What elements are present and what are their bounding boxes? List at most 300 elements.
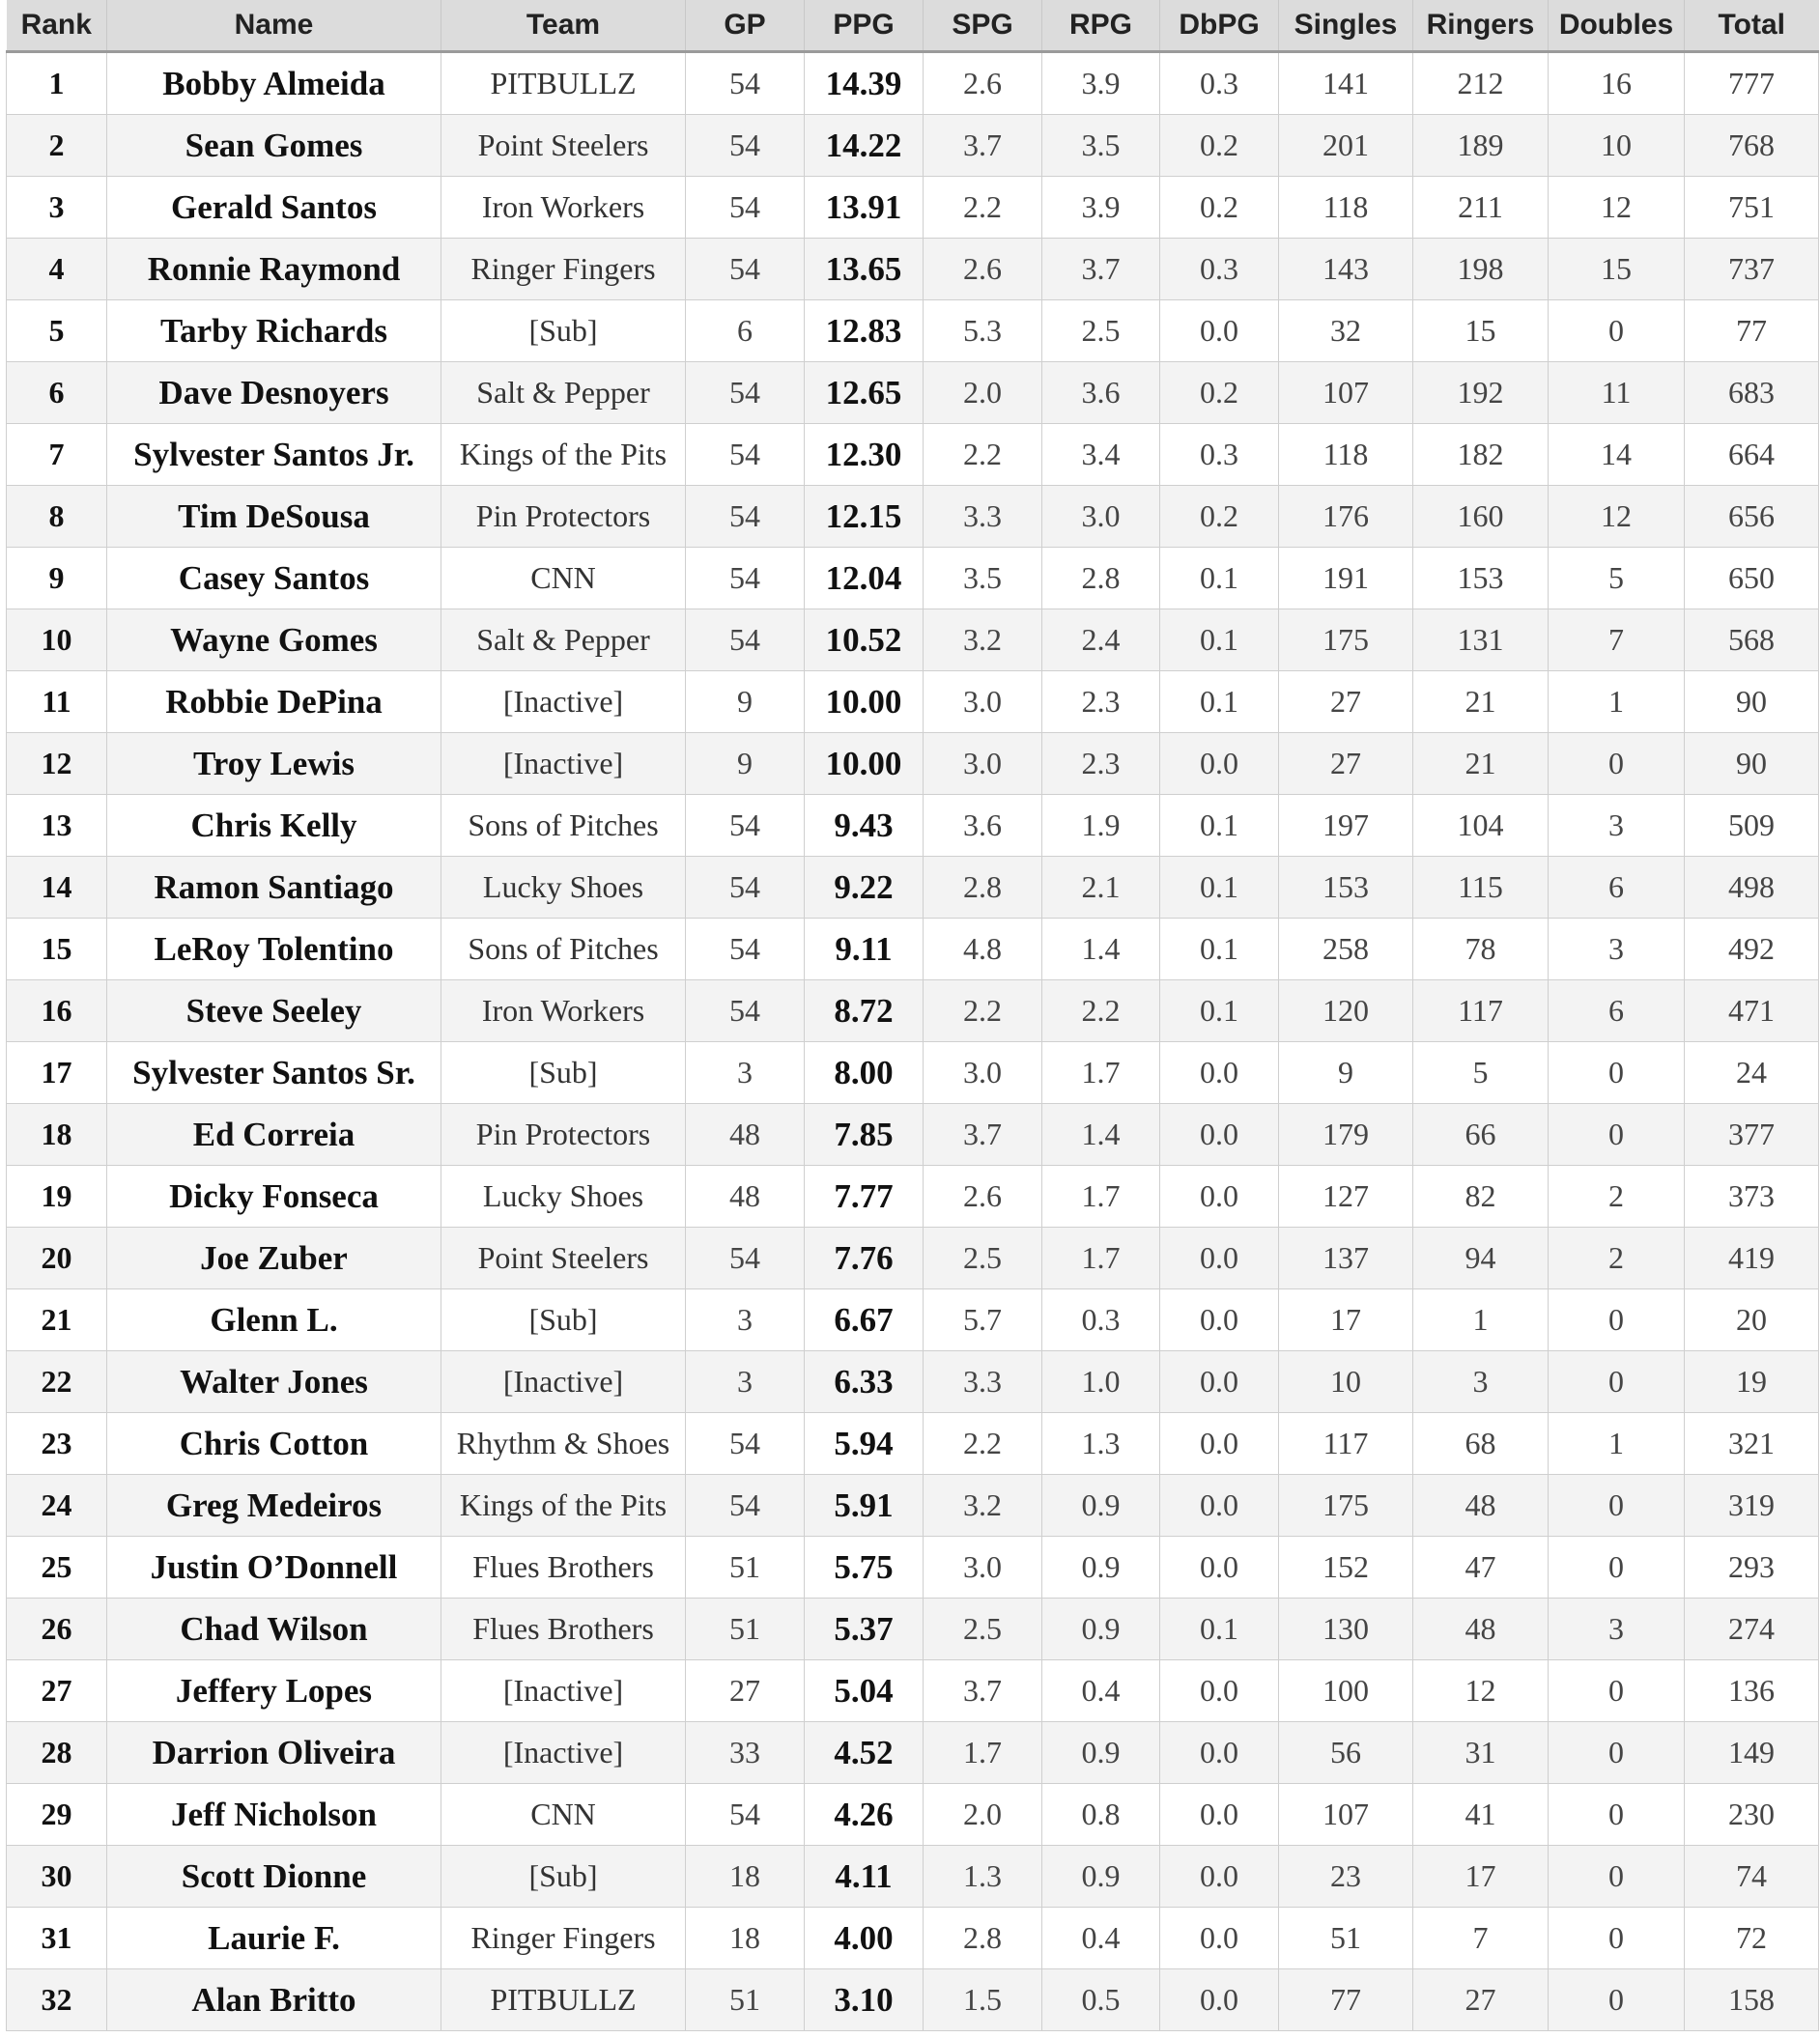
total-cell: 274: [1685, 1599, 1819, 1660]
singles-cell: 258: [1279, 919, 1413, 980]
ringers-per-game-cell: 3.7: [1042, 239, 1160, 300]
singles-cell: 118: [1279, 177, 1413, 239]
points-per-game-cell: 5.91: [805, 1475, 924, 1537]
points-per-game-cell: 12.15: [805, 486, 924, 548]
points-per-game-cell: 4.52: [805, 1722, 924, 1784]
doubles-cell: 12: [1549, 177, 1685, 239]
player-name-cell: Darrion Oliveira: [107, 1722, 441, 1784]
games-played-cell: 51: [686, 1599, 805, 1660]
doubles-cell: 12: [1549, 486, 1685, 548]
team-cell: Sons of Pitches: [441, 919, 686, 980]
table-row[interactable]: [7, 1537, 1819, 1599]
points-per-game-cell: 7.85: [805, 1104, 924, 1166]
ringers-cell: 153: [1413, 548, 1549, 609]
singles-per-game-cell: 2.0: [924, 362, 1042, 424]
ringers-per-game-cell: 2.3: [1042, 733, 1160, 795]
doubles-per-game-cell: 0.2: [1160, 362, 1279, 424]
rank-cell: 20: [7, 1228, 107, 1289]
singles-cell: 130: [1279, 1599, 1413, 1660]
player-name-cell: Joe Zuber: [107, 1228, 441, 1289]
singles-per-game-cell: 2.5: [924, 1599, 1042, 1660]
singles-cell: 175: [1279, 1475, 1413, 1537]
doubles-per-game-cell: 0.0: [1160, 1042, 1279, 1104]
games-played-cell: 9: [686, 733, 805, 795]
doubles-cell: 0: [1549, 733, 1685, 795]
ringers-cell: 3: [1413, 1351, 1549, 1413]
points-per-game-cell: 4.26: [805, 1784, 924, 1846]
ringers-cell: 47: [1413, 1537, 1549, 1599]
table-row[interactable]: [7, 1722, 1819, 1784]
player-name-cell: Ed Correia: [107, 1104, 441, 1166]
doubles-cell: 6: [1549, 980, 1685, 1042]
singles-cell: 141: [1279, 52, 1413, 115]
doubles-per-game-cell: 0.0: [1160, 1660, 1279, 1722]
ringers-cell: 211: [1413, 177, 1549, 239]
table-row[interactable]: [7, 1908, 1819, 1969]
singles-per-game-cell: 3.7: [924, 1660, 1042, 1722]
games-played-cell: 3: [686, 1289, 805, 1351]
player-name-cell: Jeffery Lopes: [107, 1660, 441, 1722]
total-cell: 492: [1685, 919, 1819, 980]
games-played-cell: 54: [686, 1228, 805, 1289]
doubles-per-game-cell: 0.1: [1160, 548, 1279, 609]
total-cell: 768: [1685, 115, 1819, 177]
table-row[interactable]: [7, 177, 1819, 239]
doubles-cell: 16: [1549, 52, 1685, 115]
rank-cell: 29: [7, 1784, 107, 1846]
doubles-cell: 0: [1549, 1475, 1685, 1537]
singles-cell: 27: [1279, 733, 1413, 795]
team-cell: Point Steelers: [441, 1228, 686, 1289]
singles-cell: 153: [1279, 857, 1413, 919]
games-played-cell: 6: [686, 300, 805, 362]
points-per-game-cell: 5.75: [805, 1537, 924, 1599]
singles-per-game-cell: 2.2: [924, 177, 1042, 239]
table-row[interactable]: [7, 548, 1819, 609]
player-name-cell: Jeff Nicholson: [107, 1784, 441, 1846]
total-cell: 19: [1685, 1351, 1819, 1413]
points-per-game-cell: 6.33: [805, 1351, 924, 1413]
doubles-cell: 0: [1549, 1660, 1685, 1722]
doubles-per-game-cell: 0.0: [1160, 1166, 1279, 1228]
rank-cell: 9: [7, 548, 107, 609]
games-played-cell: 54: [686, 424, 805, 486]
ringers-per-game-cell: 1.7: [1042, 1228, 1160, 1289]
table-row[interactable]: [7, 980, 1819, 1042]
games-played-cell: 54: [686, 857, 805, 919]
column-header-name[interactable]: Name: [107, 0, 441, 52]
team-cell: Iron Workers: [441, 980, 686, 1042]
team-cell: Lucky Shoes: [441, 857, 686, 919]
column-header-team[interactable]: Team: [441, 0, 686, 52]
doubles-cell: 6: [1549, 857, 1685, 919]
games-played-cell: 54: [686, 239, 805, 300]
games-played-cell: 51: [686, 1969, 805, 2031]
ringers-per-game-cell: 3.9: [1042, 177, 1160, 239]
ringers-per-game-cell: 2.5: [1042, 300, 1160, 362]
team-cell: [Inactive]: [441, 671, 686, 733]
games-played-cell: 54: [686, 980, 805, 1042]
points-per-game-cell: 13.91: [805, 177, 924, 239]
doubles-cell: 1: [1549, 1413, 1685, 1475]
rank-cell: 10: [7, 609, 107, 671]
table-row[interactable]: [7, 1413, 1819, 1475]
singles-per-game-cell: 3.7: [924, 1104, 1042, 1166]
rank-cell: 14: [7, 857, 107, 919]
table-row[interactable]: [7, 795, 1819, 857]
singles-per-game-cell: 3.0: [924, 1042, 1042, 1104]
doubles-per-game-cell: 0.0: [1160, 1969, 1279, 2031]
doubles-per-game-cell: 0.2: [1160, 486, 1279, 548]
total-cell: 293: [1685, 1537, 1819, 1599]
singles-per-game-cell: 1.5: [924, 1969, 1042, 2031]
doubles-per-game-cell: 0.0: [1160, 1351, 1279, 1413]
ringers-per-game-cell: 1.3: [1042, 1413, 1160, 1475]
table-row[interactable]: [7, 1166, 1819, 1228]
table-row[interactable]: [7, 1475, 1819, 1537]
table-row[interactable]: [7, 424, 1819, 486]
table-row[interactable]: [7, 1228, 1819, 1289]
doubles-cell: 10: [1549, 115, 1685, 177]
doubles-cell: 0: [1549, 300, 1685, 362]
table-row[interactable]: [7, 1104, 1819, 1166]
rank-cell: 26: [7, 1599, 107, 1660]
player-name-cell: Justin O’Donnell: [107, 1537, 441, 1599]
column-header-rank[interactable]: Rank: [7, 0, 107, 52]
points-per-game-cell: 5.37: [805, 1599, 924, 1660]
header-row: [7, 0, 1819, 52]
games-played-cell: 54: [686, 919, 805, 980]
column-header-dbpg[interactable]: DbPG: [1160, 0, 1279, 52]
points-per-game-cell: 14.22: [805, 115, 924, 177]
total-cell: 90: [1685, 671, 1819, 733]
doubles-per-game-cell: 0.2: [1160, 177, 1279, 239]
player-name-cell: Sylvester Santos Sr.: [107, 1042, 441, 1104]
singles-cell: 100: [1279, 1660, 1413, 1722]
ringers-per-game-cell: 0.9: [1042, 1846, 1160, 1908]
ringers-per-game-cell: 0.4: [1042, 1660, 1160, 1722]
team-cell: PITBULLZ: [441, 1969, 686, 2031]
table-row[interactable]: [7, 52, 1819, 115]
team-cell: Point Steelers: [441, 115, 686, 177]
games-played-cell: 18: [686, 1908, 805, 1969]
points-per-game-cell: 10.00: [805, 671, 924, 733]
total-cell: 20: [1685, 1289, 1819, 1351]
column-header-spg[interactable]: SPG: [924, 0, 1042, 52]
ringers-cell: 31: [1413, 1722, 1549, 1784]
rank-cell: 30: [7, 1846, 107, 1908]
points-per-game-cell: 5.04: [805, 1660, 924, 1722]
column-header-rpg[interactable]: RPG: [1042, 0, 1160, 52]
ringers-per-game-cell: 1.4: [1042, 919, 1160, 980]
total-cell: 74: [1685, 1846, 1819, 1908]
singles-cell: 56: [1279, 1722, 1413, 1784]
singles-per-game-cell: 3.2: [924, 609, 1042, 671]
rank-cell: 22: [7, 1351, 107, 1413]
doubles-cell: 0: [1549, 1289, 1685, 1351]
player-name-cell: Alan Britto: [107, 1969, 441, 2031]
doubles-per-game-cell: 0.0: [1160, 300, 1279, 362]
team-cell: [Inactive]: [441, 1660, 686, 1722]
rank-cell: 12: [7, 733, 107, 795]
rank-cell: 4: [7, 239, 107, 300]
team-cell: CNN: [441, 548, 686, 609]
team-cell: Salt & Pepper: [441, 609, 686, 671]
team-cell: Ringer Fingers: [441, 1908, 686, 1969]
column-header-singles[interactable]: Singles: [1279, 0, 1413, 52]
player-name-cell: Scott Dionne: [107, 1846, 441, 1908]
player-name-cell: Wayne Gomes: [107, 609, 441, 671]
player-name-cell: Greg Medeiros: [107, 1475, 441, 1537]
team-cell: Rhythm & Shoes: [441, 1413, 686, 1475]
points-per-game-cell: 12.83: [805, 300, 924, 362]
table-row[interactable]: [7, 1351, 1819, 1413]
doubles-per-game-cell: 0.1: [1160, 857, 1279, 919]
points-per-game-cell: 4.11: [805, 1846, 924, 1908]
ringers-cell: 160: [1413, 486, 1549, 548]
doubles-cell: 2: [1549, 1228, 1685, 1289]
player-name-cell: Tarby Richards: [107, 300, 441, 362]
doubles-per-game-cell: 0.0: [1160, 1537, 1279, 1599]
table-row[interactable]: [7, 919, 1819, 980]
doubles-cell: 15: [1549, 239, 1685, 300]
total-cell: 509: [1685, 795, 1819, 857]
doubles-cell: 0: [1549, 1846, 1685, 1908]
column-header-ppg[interactable]: PPG: [805, 0, 924, 52]
ringers-per-game-cell: 0.4: [1042, 1908, 1160, 1969]
doubles-per-game-cell: 0.0: [1160, 1722, 1279, 1784]
player-name-cell: Sean Gomes: [107, 115, 441, 177]
table-row[interactable]: [7, 1969, 1819, 2031]
doubles-cell: 0: [1549, 1969, 1685, 2031]
table-row[interactable]: [7, 239, 1819, 300]
player-name-cell: Ramon Santiago: [107, 857, 441, 919]
doubles-cell: 3: [1549, 919, 1685, 980]
ringers-per-game-cell: 2.2: [1042, 980, 1160, 1042]
table-row[interactable]: [7, 1784, 1819, 1846]
column-header-total[interactable]: Total: [1685, 0, 1819, 52]
points-per-game-cell: 13.65: [805, 239, 924, 300]
singles-cell: 9: [1279, 1042, 1413, 1104]
rank-cell: 8: [7, 486, 107, 548]
points-per-game-cell: 9.11: [805, 919, 924, 980]
ringers-cell: 15: [1413, 300, 1549, 362]
doubles-per-game-cell: 0.1: [1160, 795, 1279, 857]
column-header-ringers[interactable]: Ringers: [1413, 0, 1549, 52]
singles-cell: 191: [1279, 548, 1413, 609]
singles-per-game-cell: 3.7: [924, 115, 1042, 177]
table-row[interactable]: [7, 609, 1819, 671]
team-cell: [Sub]: [441, 300, 686, 362]
rank-cell: 27: [7, 1660, 107, 1722]
singles-cell: 176: [1279, 486, 1413, 548]
doubles-per-game-cell: 0.0: [1160, 1475, 1279, 1537]
ringers-cell: 189: [1413, 115, 1549, 177]
ringers-cell: 1: [1413, 1289, 1549, 1351]
singles-cell: 107: [1279, 1784, 1413, 1846]
ringers-per-game-cell: 3.6: [1042, 362, 1160, 424]
singles-per-game-cell: 1.3: [924, 1846, 1042, 1908]
table-row[interactable]: [7, 1289, 1819, 1351]
table-row[interactable]: [7, 857, 1819, 919]
team-cell: Flues Brothers: [441, 1599, 686, 1660]
total-cell: 498: [1685, 857, 1819, 919]
team-cell: Pin Protectors: [441, 1104, 686, 1166]
doubles-per-game-cell: 0.0: [1160, 1908, 1279, 1969]
ringers-per-game-cell: 0.5: [1042, 1969, 1160, 2031]
rank-cell: 3: [7, 177, 107, 239]
games-played-cell: 54: [686, 115, 805, 177]
ringers-cell: 182: [1413, 424, 1549, 486]
total-cell: 72: [1685, 1908, 1819, 1969]
column-header-gp[interactable]: GP: [686, 0, 805, 52]
table-row[interactable]: [7, 1846, 1819, 1908]
singles-per-game-cell: 3.2: [924, 1475, 1042, 1537]
team-cell: Ringer Fingers: [441, 239, 686, 300]
ringers-cell: 7: [1413, 1908, 1549, 1969]
singles-cell: 137: [1279, 1228, 1413, 1289]
doubles-per-game-cell: 0.0: [1160, 1846, 1279, 1908]
doubles-cell: 5: [1549, 548, 1685, 609]
ringers-cell: 82: [1413, 1166, 1549, 1228]
ringers-per-game-cell: 0.9: [1042, 1722, 1160, 1784]
ringers-cell: 41: [1413, 1784, 1549, 1846]
points-per-game-cell: 3.10: [805, 1969, 924, 2031]
ringers-per-game-cell: 3.4: [1042, 424, 1160, 486]
singles-per-game-cell: 3.0: [924, 1537, 1042, 1599]
ringers-per-game-cell: 1.7: [1042, 1166, 1160, 1228]
singles-per-game-cell: 2.6: [924, 239, 1042, 300]
table-row[interactable]: [7, 300, 1819, 362]
player-stats-table: [6, 0, 1819, 2031]
doubles-per-game-cell: 0.3: [1160, 424, 1279, 486]
doubles-cell: 0: [1549, 1104, 1685, 1166]
doubles-cell: 0: [1549, 1351, 1685, 1413]
points-per-game-cell: 5.94: [805, 1413, 924, 1475]
singles-cell: 117: [1279, 1413, 1413, 1475]
ringers-per-game-cell: 2.3: [1042, 671, 1160, 733]
singles-cell: 120: [1279, 980, 1413, 1042]
singles-per-game-cell: 2.6: [924, 1166, 1042, 1228]
singles-per-game-cell: 5.3: [924, 300, 1042, 362]
ringers-cell: 21: [1413, 733, 1549, 795]
ringers-per-game-cell: 2.1: [1042, 857, 1160, 919]
ringers-cell: 104: [1413, 795, 1549, 857]
ringers-cell: 48: [1413, 1475, 1549, 1537]
player-name-cell: Gerald Santos: [107, 177, 441, 239]
ringers-per-game-cell: 2.8: [1042, 548, 1160, 609]
doubles-cell: 0: [1549, 1042, 1685, 1104]
rank-cell: 19: [7, 1166, 107, 1228]
ringers-per-game-cell: 0.9: [1042, 1475, 1160, 1537]
ringers-per-game-cell: 1.7: [1042, 1042, 1160, 1104]
total-cell: 90: [1685, 733, 1819, 795]
doubles-per-game-cell: 0.2: [1160, 115, 1279, 177]
singles-per-game-cell: 2.2: [924, 424, 1042, 486]
singles-cell: 77: [1279, 1969, 1413, 2031]
rank-cell: 18: [7, 1104, 107, 1166]
team-cell: [Sub]: [441, 1289, 686, 1351]
doubles-cell: 11: [1549, 362, 1685, 424]
singles-cell: 201: [1279, 115, 1413, 177]
player-name-cell: Dicky Fonseca: [107, 1166, 441, 1228]
player-name-cell: Glenn L.: [107, 1289, 441, 1351]
doubles-cell: 1: [1549, 671, 1685, 733]
singles-cell: 32: [1279, 300, 1413, 362]
games-played-cell: 54: [686, 362, 805, 424]
singles-per-game-cell: 4.8: [924, 919, 1042, 980]
table-row[interactable]: [7, 115, 1819, 177]
singles-cell: 17: [1279, 1289, 1413, 1351]
games-played-cell: 54: [686, 795, 805, 857]
total-cell: 751: [1685, 177, 1819, 239]
table-row[interactable]: [7, 486, 1819, 548]
rank-cell: 2: [7, 115, 107, 177]
singles-cell: 152: [1279, 1537, 1413, 1599]
points-per-game-cell: 8.72: [805, 980, 924, 1042]
total-cell: 777: [1685, 52, 1819, 115]
total-cell: 373: [1685, 1166, 1819, 1228]
doubles-per-game-cell: 0.1: [1160, 980, 1279, 1042]
doubles-per-game-cell: 0.0: [1160, 1413, 1279, 1475]
team-cell: CNN: [441, 1784, 686, 1846]
singles-cell: 175: [1279, 609, 1413, 671]
points-per-game-cell: 7.76: [805, 1228, 924, 1289]
ringers-cell: 212: [1413, 52, 1549, 115]
doubles-cell: 0: [1549, 1722, 1685, 1784]
points-per-game-cell: 12.30: [805, 424, 924, 486]
player-name-cell: Robbie DePina: [107, 671, 441, 733]
doubles-per-game-cell: 0.0: [1160, 1784, 1279, 1846]
games-played-cell: 54: [686, 548, 805, 609]
table-row[interactable]: [7, 1599, 1819, 1660]
ringers-per-game-cell: 0.3: [1042, 1289, 1160, 1351]
ringers-cell: 117: [1413, 980, 1549, 1042]
singles-per-game-cell: 5.7: [924, 1289, 1042, 1351]
column-header-doubles[interactable]: Doubles: [1549, 0, 1685, 52]
ringers-per-game-cell: 0.9: [1042, 1537, 1160, 1599]
singles-per-game-cell: 2.6: [924, 52, 1042, 115]
ringers-cell: 115: [1413, 857, 1549, 919]
games-played-cell: 54: [686, 486, 805, 548]
doubles-per-game-cell: 0.1: [1160, 671, 1279, 733]
singles-per-game-cell: 3.6: [924, 795, 1042, 857]
doubles-cell: 0: [1549, 1784, 1685, 1846]
rank-cell: 5: [7, 300, 107, 362]
ringers-cell: 5: [1413, 1042, 1549, 1104]
player-name-cell: LeRoy Tolentino: [107, 919, 441, 980]
doubles-cell: 14: [1549, 424, 1685, 486]
games-played-cell: 54: [686, 1413, 805, 1475]
total-cell: 24: [1685, 1042, 1819, 1104]
table-row[interactable]: [7, 362, 1819, 424]
rank-cell: 31: [7, 1908, 107, 1969]
player-name-cell: Casey Santos: [107, 548, 441, 609]
player-name-cell: Tim DeSousa: [107, 486, 441, 548]
ringers-cell: 27: [1413, 1969, 1549, 2031]
rank-cell: 15: [7, 919, 107, 980]
team-cell: Kings of the Pits: [441, 1475, 686, 1537]
doubles-cell: 0: [1549, 1908, 1685, 1969]
singles-per-game-cell: 3.0: [924, 671, 1042, 733]
table-row[interactable]: [7, 1042, 1819, 1104]
table-row[interactable]: [7, 671, 1819, 733]
total-cell: 321: [1685, 1413, 1819, 1475]
doubles-per-game-cell: 0.0: [1160, 1289, 1279, 1351]
table-row[interactable]: [7, 733, 1819, 795]
total-cell: 650: [1685, 548, 1819, 609]
table-row[interactable]: [7, 1660, 1819, 1722]
